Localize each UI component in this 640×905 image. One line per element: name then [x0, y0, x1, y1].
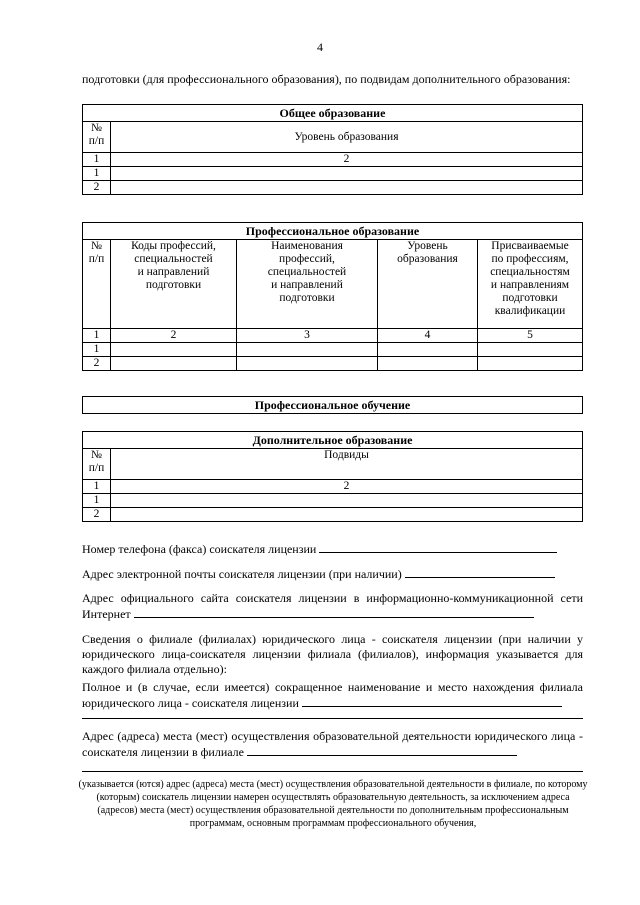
table-cell: [111, 357, 237, 371]
website-input-line[interactable]: [134, 606, 534, 618]
general-education-table: [82, 104, 583, 195]
table-cell: [111, 167, 583, 181]
col-index: 3: [237, 329, 378, 343]
branch-address-field: [82, 729, 583, 760]
col-index: 2: [111, 153, 583, 167]
col-subtypes-header: Подвиды: [111, 449, 583, 480]
professional-education-table: [82, 222, 583, 371]
intro-text: подготовки (для профессионального образования), по подвидам дополнительного образования:: [82, 72, 571, 86]
col-index: 5: [478, 329, 583, 343]
table-cell: [111, 343, 237, 357]
branch-name-input-line[interactable]: [302, 695, 562, 707]
col-index: 2: [111, 480, 583, 494]
professional-education-title: Профессиональное образование: [83, 223, 583, 240]
phone-field: [82, 541, 583, 557]
additional-education-title: Дополнительное образование: [83, 432, 583, 449]
table-cell: [378, 343, 478, 357]
professional-training-table: [82, 396, 583, 414]
email-label: Адрес электронной почты соискателя лицензии (при наличии): [82, 567, 402, 581]
table-cell: [237, 343, 378, 357]
row-number: 1: [83, 167, 111, 181]
col-names-header: Наименования профессий, специальностей и направлений подготовки: [237, 240, 378, 329]
general-education-title: Общее образование: [83, 105, 583, 122]
table-cell: [111, 181, 583, 195]
branch-address-extra-line[interactable]: [82, 771, 583, 772]
branches-info: Сведения о филиале (филиалах) юридического лица - соискателя лицензии (при наличии у юридического лица-соискателя лицензии филиала (филиалов), информация указывается для каждого филиала отдельно):: [82, 632, 583, 676]
website-label: Адрес официального сайта соискателя лицензии в информационно-коммуникационной сети Интернет: [82, 591, 583, 621]
table-cell: [111, 494, 583, 508]
phone-label: Номер телефона (факса) соискателя лицензии: [82, 542, 317, 556]
col-num-header: № п/п: [83, 449, 111, 480]
table-cell: [111, 508, 583, 522]
email-field: [82, 566, 583, 582]
row-number: 2: [83, 508, 111, 522]
col-index: 1: [83, 480, 111, 494]
branch-address-input-line[interactable]: [247, 744, 517, 756]
col-index: 4: [378, 329, 478, 343]
row-number: 1: [83, 494, 111, 508]
row-number: 2: [83, 357, 111, 371]
col-level-header: Уровень образования: [378, 240, 478, 329]
col-qualification-header: Присваиваемые по профессиям, специальностям и направлениям подготовки квалификации: [478, 240, 583, 329]
col-index: 1: [83, 153, 111, 167]
col-num-header: № п/п: [83, 122, 111, 153]
table-cell: [478, 343, 583, 357]
page-number: 4: [317, 40, 323, 54]
website-field: [82, 591, 583, 622]
branch-name-label: Полное и (в случае, если имеется) сокращенное наименование и место нахождения филиала юридического лица - соискателя лицензии: [82, 680, 583, 710]
col-index: 1: [83, 329, 111, 343]
col-codes-header: Коды профессий, специальностей и направлений подготовки: [111, 240, 237, 329]
table-cell: [478, 357, 583, 371]
branch-name-field: [82, 680, 583, 711]
professional-training-title: Профессиональное обучение: [83, 397, 583, 414]
row-number: 2: [83, 181, 111, 195]
col-num-header: № п/п: [83, 240, 111, 329]
additional-education-table: [82, 431, 583, 522]
footnote: (указывается (ются) адрес (адреса) места (мест) осуществления образовательной деятельности в филиале, по которому (которым) соискатель лицензии намерен осуществлять образовательную деятельность, за исключением адреса (адресов) места (мест) осуществления образовательной деятельности по дополнительным профессиональным программам, основным программам профессионального обучения,: [78, 779, 588, 829]
branch-name-extra-line[interactable]: [82, 718, 583, 719]
branch-address-label: Адрес (адреса) места (мест) осуществления образовательной деятельности юридического лица - соискателя лицензии в филиале: [82, 729, 583, 759]
col-index: 2: [111, 329, 237, 343]
table-cell: [378, 357, 478, 371]
email-input-line[interactable]: [405, 566, 555, 578]
col-level-header: Уровень образования: [111, 122, 583, 153]
row-number: 1: [83, 343, 111, 357]
table-cell: [237, 357, 378, 371]
phone-input-line[interactable]: [319, 541, 557, 553]
